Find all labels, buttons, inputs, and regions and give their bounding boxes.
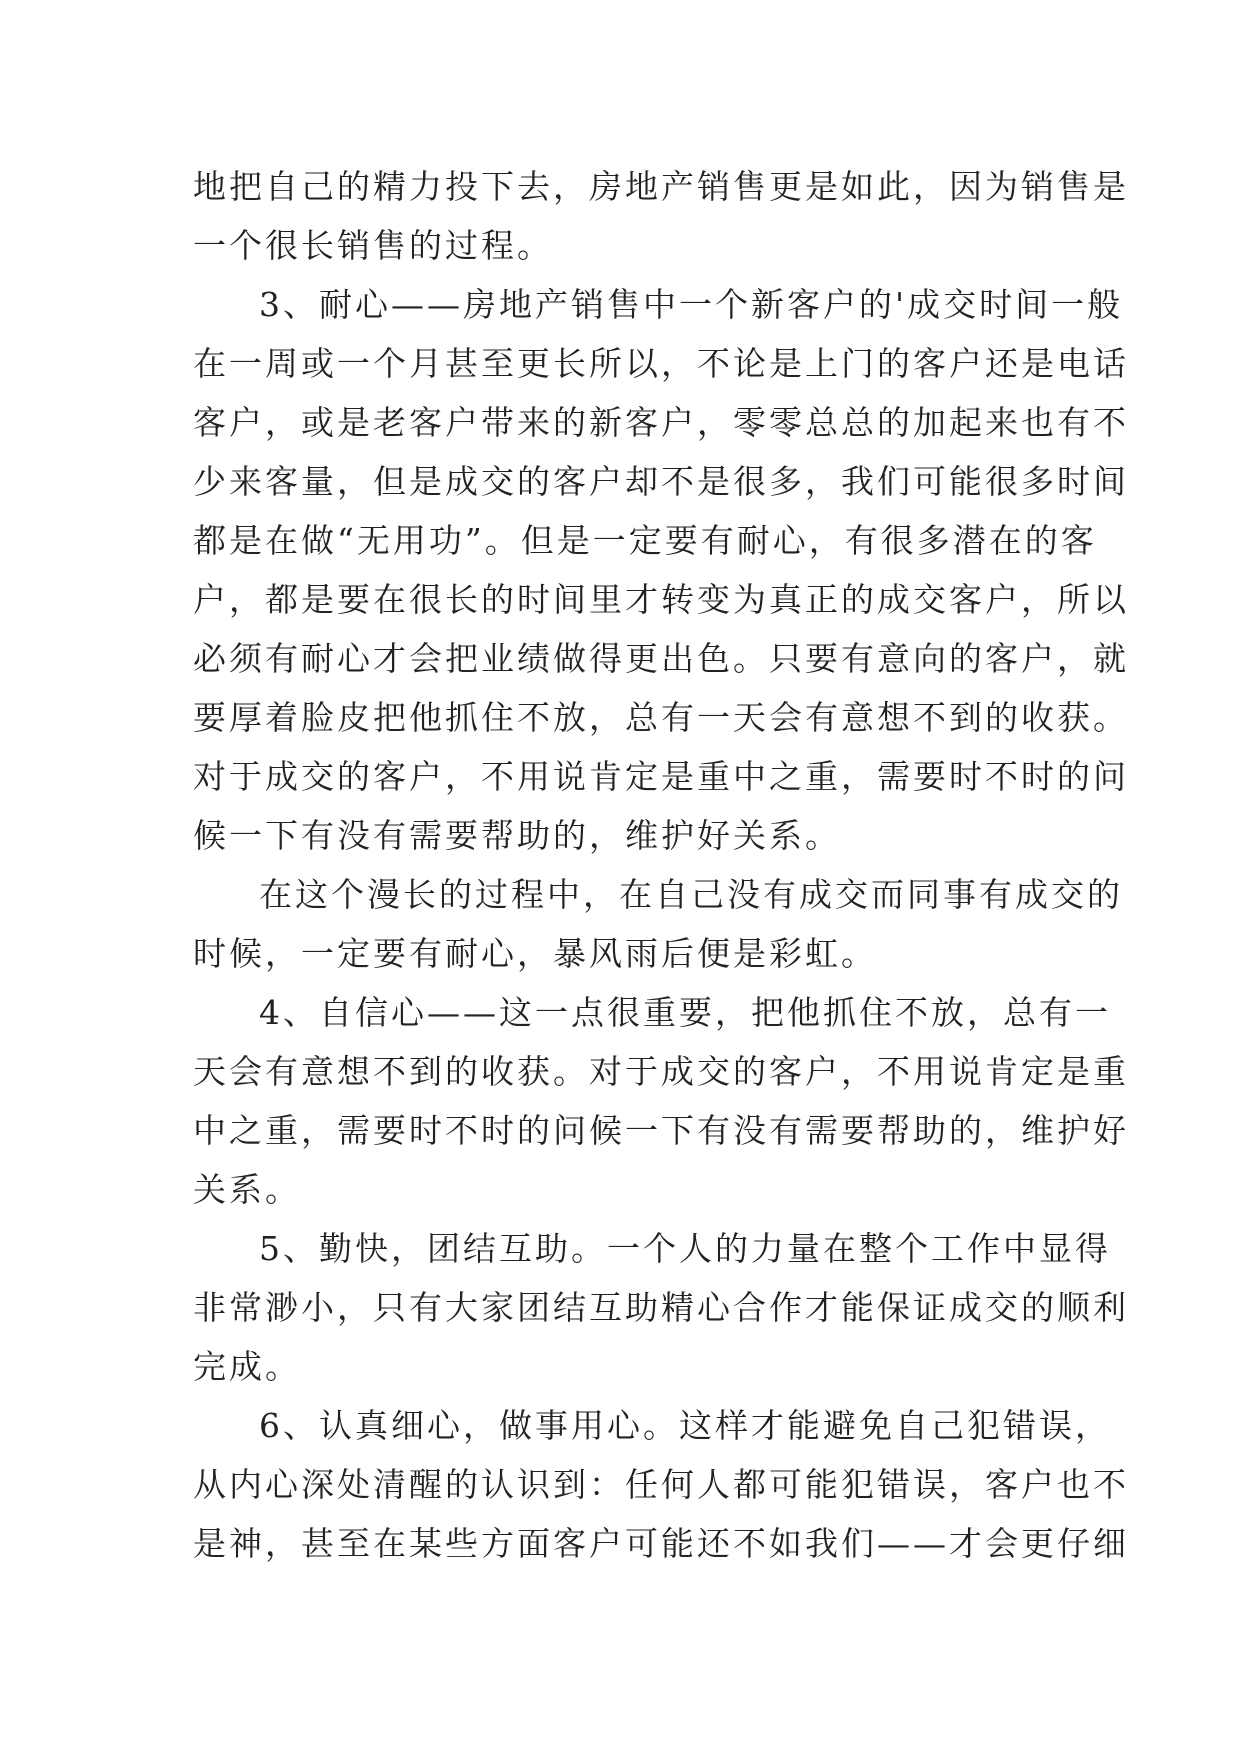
text-line: 都是在做“无用功”。但是一定要有耐心，有很多潜在的客 (193, 521, 1097, 560)
text-line: 非常渺小，只有大家团结互助精心合作才能保证成交的顺利 (193, 1288, 1129, 1327)
text-line: 是神，甚至在某些方面客户可能还不如我们——才会更仔细 (193, 1524, 1129, 1563)
text-line: 要厚着脸皮把他抓住不放，总有一天会有意想不到的收获。 (193, 698, 1129, 737)
text-line: 中之重，需要时不时的问候一下有没有需要帮助的，维护好 (193, 1111, 1129, 1150)
text-line: 地把自己的精力投下去，房地产销售更是如此，因为销售是 (193, 167, 1129, 206)
text-line: 客户，或是老客户带来的新客户，零零总总的加起来也有不 (193, 403, 1129, 442)
text-line: 从内心深处清醒的认识到：任何人都可能犯错误，客户也不 (193, 1465, 1129, 1504)
text-line: 一个很长销售的过程。 (193, 226, 553, 265)
paragraph-start-line: 4、自信心——这一点很重要，把他抓住不放，总有一 (259, 993, 1111, 1032)
paragraph-start-line: 5、勤快，团结互助。一个人的力量在整个工作中显得 (259, 1229, 1111, 1268)
body-text (193, 157, 1129, 1573)
paragraph-start-line: 3、耐心——房地产销售中一个新客户的'成交时间一般 (259, 285, 1124, 324)
text-line: 完成。 (193, 1347, 301, 1386)
paragraph-start-line: 6、认真细心，做事用心。这样才能避免自己犯错误， (259, 1406, 1111, 1445)
text-line: 必须有耐心才会把业绩做得更出色。只要有意向的客户，就 (193, 639, 1129, 678)
text-line: 少来客量，但是成交的客户却不是很多，我们可能很多时间 (193, 462, 1129, 501)
text-line: 在一周或一个月甚至更长所以，不论是上门的客户还是电话 (193, 344, 1129, 383)
text-line: 对于成交的客户，不用说肯定是重中之重，需要时不时的问 (193, 757, 1129, 796)
text-line: 候一下有没有需要帮助的，维护好关系。 (193, 816, 841, 855)
text-line: 户，都是要在很长的时间里才转变为真正的成交客户，所以 (193, 580, 1129, 619)
text-line: 时候，一定要有耐心，暴风雨后便是彩虹。 (193, 934, 877, 973)
text-line: 关系。 (193, 1170, 301, 1209)
text-line: 天会有意想不到的收获。对于成交的客户，不用说肯定是重 (193, 1052, 1129, 1091)
paragraph-start-line: 在这个漫长的过程中，在自己没有成交而同事有成交的 (259, 875, 1123, 914)
